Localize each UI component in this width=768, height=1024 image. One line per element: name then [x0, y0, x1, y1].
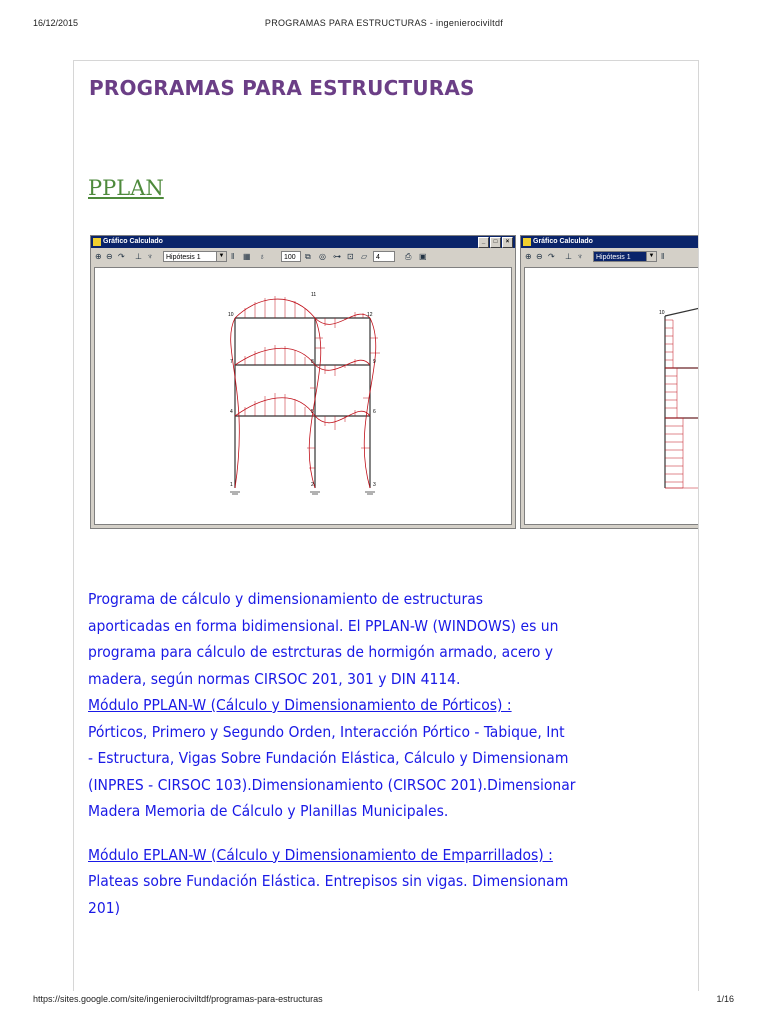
hypothesis-select[interactable] [593, 251, 657, 262]
node-label: 6 [373, 409, 376, 415]
node-labels [228, 292, 376, 488]
close-button[interactable]: × [502, 237, 513, 248]
moment-diagram [525, 268, 699, 526]
node-label: 3 [373, 482, 376, 488]
app-window-left [90, 235, 516, 529]
page-title: PROGRAMAS PARA ESTRUCTURAS [89, 76, 475, 100]
frame-structure [665, 308, 699, 488]
article-body [88, 586, 699, 921]
node-label: 10 [228, 312, 234, 318]
hypothesis-value: Hipótesis 1 [596, 254, 631, 261]
hypothesis-value: Hipótesis 1 [166, 254, 201, 261]
print-url: https://sites.google.com/site/ingenierociviltdf/programas-para-estructuras [33, 994, 323, 1004]
scale-icon[interactable]: ▱ [361, 252, 368, 261]
moment-diagram [95, 268, 513, 526]
body-line: madera, según normas CIRSOC 201, 301 y DIN 4114. [88, 669, 461, 688]
moment-hatching [245, 296, 380, 468]
print-page-number: 1/16 [716, 994, 734, 1004]
body-line: Plateas sobre Fundación Elástica. Entrepisos sin vigas. Dimensionam [88, 872, 569, 890]
module-eplan-heading[interactable]: Módulo EPLAN-W (Cálculo y Dimensionamiento de Emparrillados) : [88, 845, 553, 864]
node-label: 11 [311, 292, 317, 298]
body-line: 201) [88, 898, 121, 917]
body-line: programa para cálculo de estrcturas de hormigón armado, acero y [88, 643, 554, 661]
pplan-link[interactable]: PPLAN [88, 176, 164, 200]
chevron-down-icon: ▼ [216, 252, 226, 261]
bars-icon[interactable]: ‖ [661, 252, 665, 261]
zoom-in-icon[interactable]: ⊕ [525, 252, 532, 261]
toolbar [521, 248, 699, 266]
maximize-button[interactable]: □ [490, 237, 501, 248]
load-icon[interactable]: ♆ [147, 252, 153, 261]
toolbar [91, 248, 515, 266]
node-label: 9 [373, 359, 376, 365]
diagram-canvas [524, 267, 699, 525]
page-content-frame [73, 60, 699, 991]
moment-curves [231, 299, 376, 488]
support-icon[interactable]: ⊥ [565, 252, 572, 261]
window-title: Gráfico Calculado [103, 238, 163, 245]
chevron-down-icon: ▼ [646, 252, 656, 261]
window-titlebar [91, 236, 515, 248]
body-line: Programa de cálculo y dimensionamiento de estructuras [88, 590, 484, 608]
supports [230, 492, 375, 494]
node-label: 5 [311, 409, 314, 415]
copy-icon[interactable]: ⧉ [305, 252, 311, 261]
body-line: - Estructura, Vigas Sobre Fundación Elástica, Cálculo y Dimensionam [88, 749, 569, 767]
node-label: 8 [311, 359, 314, 365]
rotate-icon[interactable]: ↷ [118, 252, 125, 261]
minimize-button[interactable]: _ [478, 237, 489, 248]
node-label: 7 [230, 359, 233, 365]
zoom-out-icon[interactable]: ⊖ [106, 252, 113, 261]
eye-icon[interactable]: ⊶ [333, 252, 341, 261]
zoom-in-icon[interactable]: ⊕ [95, 252, 102, 261]
print-icon[interactable]: ⎙ [405, 252, 412, 261]
node-label: 4 [230, 409, 233, 415]
bars-icon[interactable]: ‖ [231, 252, 235, 261]
body-line: (INPRES - CIRSOC 103).Dimensionamiento (CIRSOC 201).Dimensionar [88, 775, 576, 794]
body-line: Pórticos, Primero y Segundo Orden, Interacción Pórtico - Tabique, Int [88, 722, 565, 741]
target-icon[interactable]: ◎ [319, 252, 326, 261]
node-label: 10 [659, 310, 665, 316]
hypothesis-select[interactable] [163, 251, 227, 262]
body-line: aporticadas en forma bidimensional. El PPLAN-W (WINDOWS) es un [88, 616, 559, 635]
node-icon[interactable]: ♁ [259, 252, 265, 261]
app-icon [93, 238, 101, 246]
print-page-title: PROGRAMAS PARA ESTRUCTURAS - ingenierociviltdf [264, 18, 504, 28]
app-icon [523, 238, 531, 246]
window-title: Gráfico Calculado [533, 238, 593, 245]
load-icon[interactable]: ♆ [577, 252, 583, 261]
moment-curves [665, 320, 699, 488]
window-titlebar [521, 236, 699, 248]
frame-icon[interactable]: ⊡ [347, 252, 354, 261]
module-pplan-heading[interactable]: Módulo PPLAN-W (Cálculo y Dimensionamiento de Pórticos) : [88, 696, 512, 714]
moment-hatching [665, 328, 683, 482]
zoom-out-icon[interactable]: ⊖ [536, 252, 543, 261]
rotate-icon[interactable]: ↷ [548, 252, 555, 261]
node-label: 1 [230, 482, 233, 488]
diagram-canvas [94, 267, 512, 525]
spacer [88, 825, 699, 842]
node-label: 12 [367, 312, 373, 318]
app-window-right [520, 235, 699, 529]
step-field[interactable]: 4 [373, 251, 395, 262]
zoom-field[interactable]: 100 [281, 251, 301, 262]
body-line: Madera Memoria de Cálculo y Planillas Municipales. [88, 802, 449, 820]
save-icon[interactable]: ▣ [419, 252, 427, 261]
support-icon[interactable]: ⊥ [135, 252, 142, 261]
node-label: 2 [311, 482, 314, 488]
print-date: 16/12/2015 [33, 18, 79, 28]
grid-icon[interactable]: ▦ [243, 252, 251, 261]
